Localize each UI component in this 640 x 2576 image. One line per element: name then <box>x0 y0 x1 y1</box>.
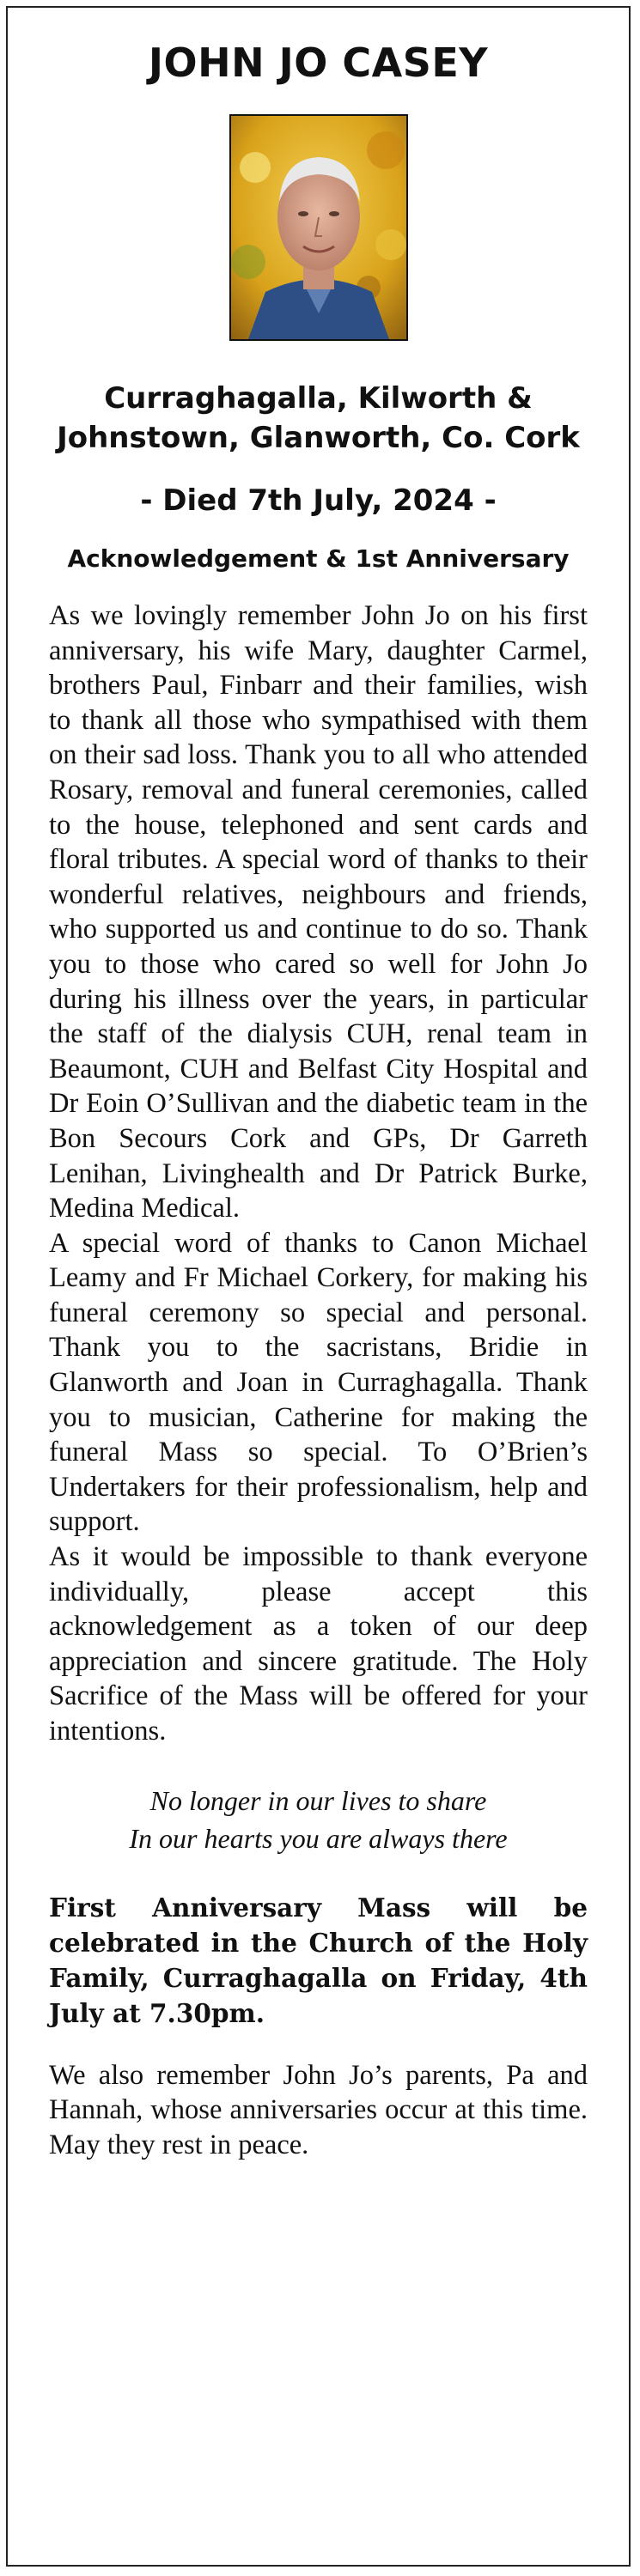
paragraph: As it would be impossible to thank everyone individually, please accept this acknowledgement as a token of our deep appreciation and sincere gratitude. The Holy Sacrifice of the Mass will be offered for your intentions. <box>49 1541 588 1747</box>
verse-line: No longer in our lives to share <box>149 1784 487 1816</box>
paragraph: A special word of thanks to Canon Michael Leamy and Fr Michael Corkery, for making his funeral ceremony so special and personal. Thank you to the sacristans, Bridie in Glanworth and Joan in Curraghagalla. Thank you to musician, Catherine for making the funeral Mass so special. To O’Brien’s Undertakers for their professionalism, help and support. <box>49 1227 588 1538</box>
death-date: - Died 7th July, 2024 - <box>140 483 497 518</box>
section-heading: Acknowledgement & 1st Anniversary <box>67 544 570 573</box>
verse-line: In our hearts you are always there <box>129 1822 508 1854</box>
anniversary-mass-notice: First Anniversary Mass will be celebrated in the Church of the Holy Family, Curraghagalla on Friday, 4th July at 7.30pm. <box>49 1892 588 2028</box>
deceased-name: JOHN JO CASEY <box>148 39 489 86</box>
acknowledgement-text <box>49 598 588 1749</box>
remembrance-text: We also remember John Jo’s parents, Pa and Hannah, whose anniversaries occur at this time. May they rest in peace. <box>49 2059 588 2160</box>
portrait-photo-icon <box>231 116 406 339</box>
paragraph: As we lovingly remember John Jo on his first anniversary, his wife Mary, daughter Carmel, brothers Paul, Finbarr and their families, wish to thank all those who sympathised with them on their sad loss. Thank you to all who attended Rosary, removal and funeral ceremonies, called to the house, telephoned and sent cards and floral tributes. A special word of thanks to their wonderful relatives, neighbours and friends, who supported us and continue to do so. Thank you to those who cared so well for John Jo during his illness over the years, in particular the staff of the dialysis CUH, renal team in Beaumont, CUH and Belfast City Hospital and Dr Eoin O’Sullivan and the diabetic team in the Bon Secours Cork and GPs, Dr Garreth Lenihan, Livinghealth and Dr Patrick Burke, Medina Medical. <box>49 600 588 1224</box>
portrait-photo <box>229 114 408 341</box>
memorial-verse <box>8 1782 629 1857</box>
location: Curraghagalla, Kilworth & Johnstown, Glanworth, Co. Cork <box>57 381 580 455</box>
memorial-notice <box>6 6 631 2567</box>
